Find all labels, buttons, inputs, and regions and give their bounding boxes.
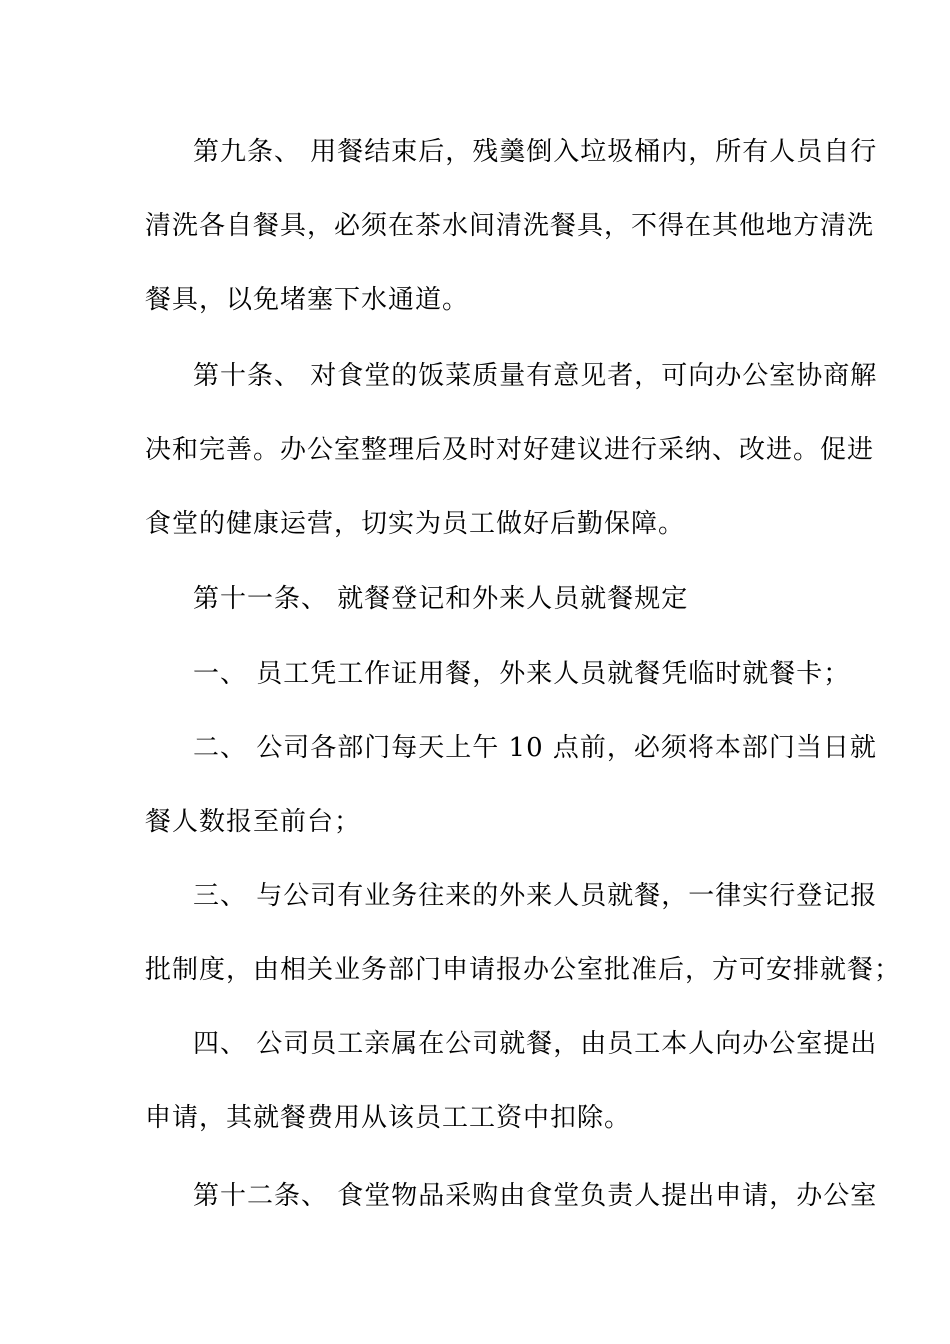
article-12-line-1: 第十二条、 食堂物品采购由食堂负责人提出申请，办公室 <box>193 1181 878 1211</box>
clause-2-line-1: 二、 公司各部门每天上午 10 点前，必须将本部门当日就 <box>193 733 877 763</box>
article-10-line-2: 决和完善。办公室整理后及时对好建议进行采纳、改进。促进 <box>145 435 875 465</box>
clause-1: 一、 员工凭工作证用餐，外来人员就餐凭临时就餐卡； <box>193 659 851 689</box>
clause-4-line-1: 四、 公司员工亲属在公司就餐，由员工本人向办公室提出 <box>193 1029 878 1059</box>
article-9-line-2: 清洗各自餐具，必须在茶水间清洗餐具，不得在其他地方清洗 <box>145 211 875 241</box>
clause-3-line-2: 批制度，由相关业务部门申请报办公室批准后，方可安排就餐； <box>145 955 902 985</box>
article-10-line-1: 第十条、 对食堂的饭菜质量有意见者，可向办公室协商解 <box>193 361 878 391</box>
clause-3-line-1: 三、 与公司有业务往来的外来人员就餐，一律实行登记报 <box>193 881 878 911</box>
article-11-heading: 第十一条、 就餐登记和外来人员就餐规定 <box>193 584 689 614</box>
article-9-line-1: 第九条、 用餐结束后，残羹倒入垃圾桶内，所有人员自行 <box>193 137 878 167</box>
clause-2-line-2: 餐人数报至前台； <box>145 807 362 837</box>
article-10-line-3: 食堂的健康运营，切实为员工做好后勤保障。 <box>145 509 686 539</box>
article-9-line-3: 餐具，以免堵塞下水通道。 <box>145 285 470 315</box>
clause-4-line-2: 申请，其就餐费用从该员工工资中扣除。 <box>145 1103 632 1133</box>
